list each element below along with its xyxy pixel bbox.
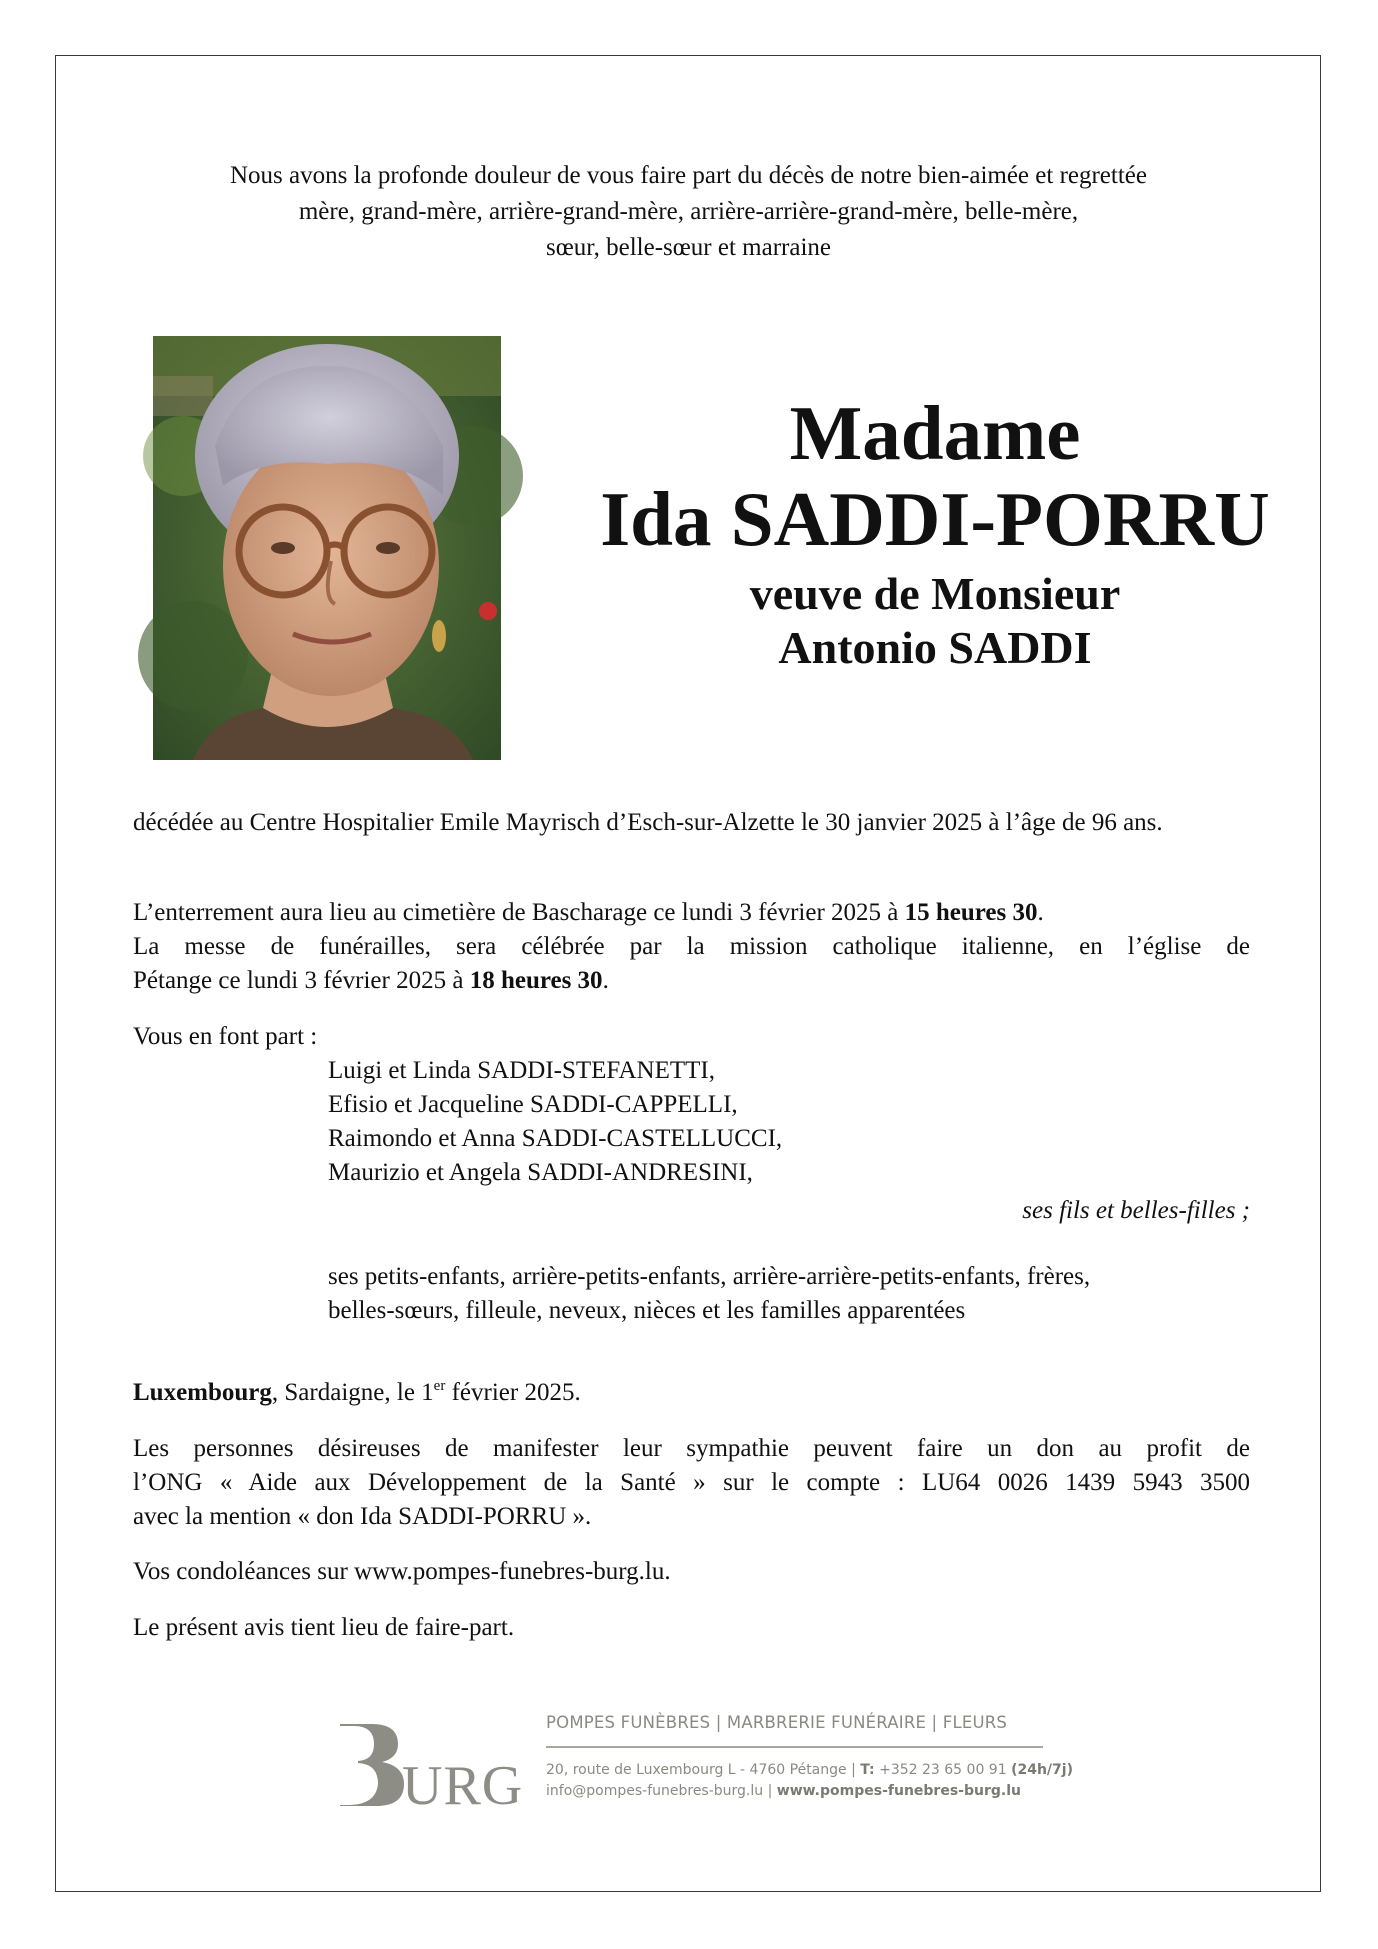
footer-contact bbox=[546, 1710, 1073, 1802]
footer-separator: | bbox=[763, 1782, 777, 1799]
footer-services: POMPES FUNÈBRES | MARBRERIE FUNÉRAIRE | FLEURS bbox=[546, 1713, 1008, 1732]
footer-address: 20, route de Luxembourg L - 4760 Pétange | bbox=[546, 1761, 861, 1778]
burial-text: L’enterrement aura lieu au cimetière de Bascharage ce lundi 3 février 2025 à bbox=[133, 899, 905, 926]
dateline bbox=[133, 1376, 1250, 1410]
footer-email-link[interactable]: info@pompes-funebres-burg.lu bbox=[546, 1782, 764, 1799]
notice-disclaimer: Le présent avis tient lieu de faire-part. bbox=[133, 1614, 515, 1641]
other-relatives bbox=[133, 1260, 1250, 1328]
spouse-name: Antonio SADDI bbox=[778, 622, 1092, 673]
burg-logo bbox=[336, 1718, 524, 1817]
dateline-date: février 2025. bbox=[445, 1379, 581, 1406]
death-notice: décédée au Centre Hospitalier Emile Mayrisch d’Esch-sur-Alzette le 30 janvier 2025 à l’âge de 96 ans. bbox=[133, 809, 1163, 836]
dateline-rest: , Sardaigne, le 1 bbox=[271, 1379, 434, 1406]
donation-paragraph bbox=[133, 1432, 1250, 1534]
mass-line-2 bbox=[133, 964, 1250, 998]
ceremony-details bbox=[133, 896, 1250, 998]
deceased-heading bbox=[545, 390, 1325, 676]
donation-line: l’ONG « Aide aux Développement de la Santé » sur le compte : LU64 0026 1439 5943 3500 bbox=[133, 1469, 1250, 1496]
portrait-illustration bbox=[153, 336, 501, 760]
mass-time: 18 heures 30 bbox=[469, 967, 603, 994]
logo-text: URG bbox=[402, 1755, 524, 1817]
footer-address-line bbox=[546, 1760, 1073, 1781]
burial-end: . bbox=[1037, 899, 1044, 926]
deceased-name: Ida SADDI-PORRU bbox=[600, 476, 1270, 562]
portrait-photo bbox=[153, 336, 501, 760]
announcer-couple: Raimondo et Anna SADDI-CASTELLUCCI, bbox=[328, 1125, 783, 1152]
honorific: Madame bbox=[789, 390, 1081, 476]
footer-divider bbox=[546, 1746, 1043, 1748]
intro-text bbox=[70, 158, 1307, 266]
mass-text: Pétange ce lundi 3 février 2025 à bbox=[133, 967, 470, 994]
announcer-couple: Efisio et Jacqueline SADDI-CAPPELLI, bbox=[328, 1091, 738, 1118]
funeral-home-footer bbox=[336, 1710, 1073, 1820]
couples-relation: ses fils et belles-filles ; bbox=[1022, 1197, 1250, 1224]
footer-phone: +352 23 65 00 91 bbox=[874, 1761, 1012, 1778]
other-relatives-line: ses petits-enfants, arrière-petits-enfants, arrière-arrière-petits-enfants, frères, bbox=[328, 1263, 1091, 1290]
other-relatives-line: belles-sœurs, filleule, neveux, nièces et les familles apparentées bbox=[328, 1297, 966, 1324]
footer-phone-hours: (24h/7j) bbox=[1011, 1761, 1073, 1778]
announcers-heading: Vous en font part : bbox=[133, 1023, 318, 1050]
announcer-couple: Maurizio et Angela SADDI-ANDRESINI, bbox=[328, 1159, 753, 1186]
donation-line: avec la mention « don Ida SADDI-PORRU ». bbox=[133, 1503, 592, 1530]
widow-of-line: veuve de Monsieur bbox=[749, 568, 1121, 619]
footer-phone-label: T: bbox=[860, 1761, 875, 1778]
intro-line: mère, grand-mère, arrière-grand-mère, arrière-arrière-grand-mère, belle-mère, bbox=[298, 198, 1079, 225]
mass-line-1: La messe de funérailles, sera célébrée par la mission catholique italienne, en l’église de bbox=[133, 933, 1250, 960]
footer-website-link[interactable]: www.pompes-funebres-burg.lu bbox=[776, 1782, 1021, 1799]
burial-time: 15 heures 30 bbox=[904, 899, 1038, 926]
donation-line: Les personnes désireuses de manifester leur sympathie peuvent faire un don au profit de bbox=[133, 1435, 1250, 1462]
announcers-section bbox=[133, 1020, 1250, 1328]
announcer-couple: Luigi et Linda SADDI-STEFANETTI, bbox=[328, 1057, 715, 1084]
footer-web-line bbox=[546, 1781, 1043, 1802]
intro-line: sœur, belle-sœur et marraine bbox=[546, 234, 831, 261]
intro-line: Nous avons la profonde douleur de vous faire part du décès de notre bien-aimée et regrettée bbox=[230, 162, 1147, 189]
condolences-line: Vos condoléances sur www.pompes-funebres-burg.lu. bbox=[133, 1558, 671, 1585]
dateline-ordinal: er bbox=[433, 1378, 446, 1394]
burial-line bbox=[133, 896, 1250, 930]
dateline-place: Luxembourg bbox=[133, 1379, 272, 1406]
mass-end: . bbox=[602, 967, 609, 994]
